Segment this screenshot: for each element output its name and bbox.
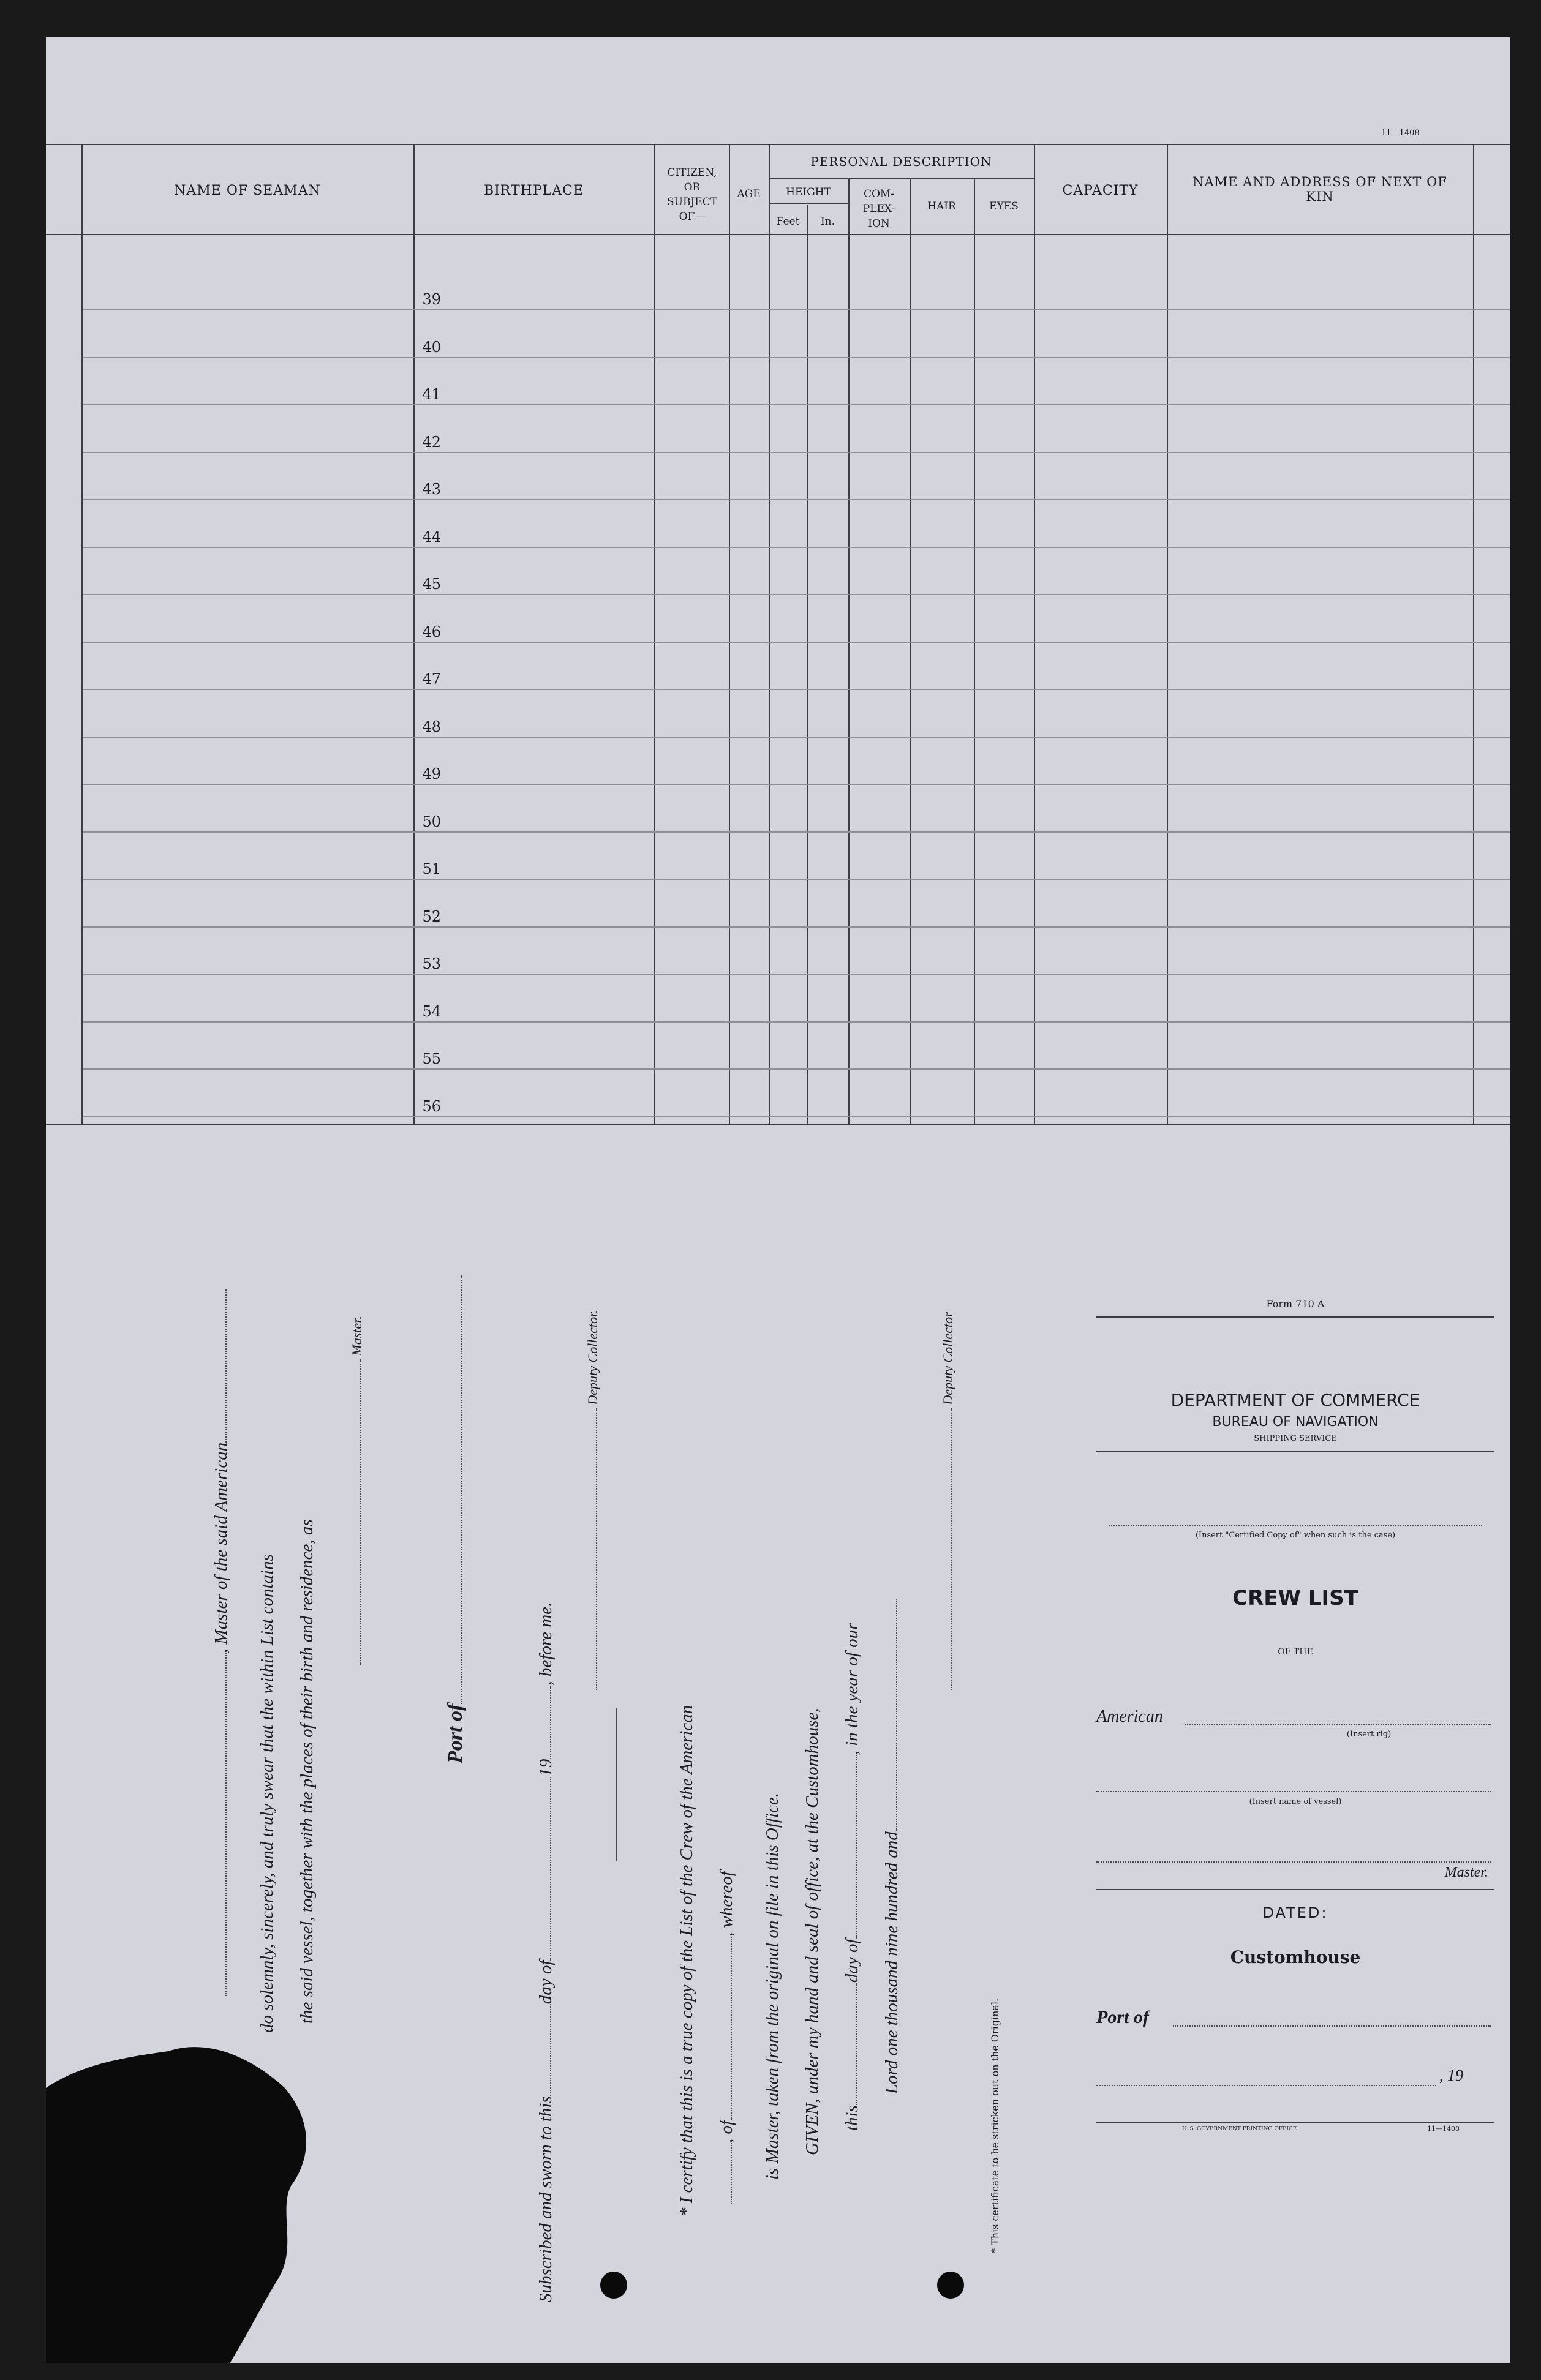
- table-row: [83, 689, 1510, 690]
- row-number: 44: [422, 528, 441, 546]
- row-number: 40: [422, 338, 441, 356]
- row-number: 49: [422, 765, 441, 783]
- row-number: 41: [422, 386, 441, 403]
- table-row: [83, 737, 1510, 738]
- cover-insert-certified: (Insert "Certified Copy of" when such is the case): [1195, 1531, 1396, 1540]
- table-row: [83, 357, 1510, 358]
- header-hair: HAIR: [927, 200, 956, 212]
- cover-insert-vessel: (Insert name of vessel): [1249, 1797, 1342, 1806]
- row-number: 46: [422, 623, 441, 640]
- cover-form: Form 710 A: [1266, 1298, 1325, 1310]
- oath-master: Master.: [349, 1316, 365, 1665]
- table-row: [83, 594, 1510, 595]
- table-row: [83, 974, 1510, 975]
- row-number: 53: [422, 955, 441, 972]
- certificate-of-whereof: , of, whereof: [717, 1871, 737, 2204]
- table-row: [83, 879, 1510, 880]
- oath-line-2: do solemnly, sincerely, and truly swear that the within List contains: [257, 1554, 277, 2033]
- certificate-this-day: thisday of, in the year of our: [842, 1623, 862, 2131]
- row-number: 39: [422, 291, 441, 308]
- row-number: 48: [422, 718, 441, 735]
- cover-title: CREW LIST: [1232, 1586, 1358, 1610]
- oath-line-3: the said vessel, together with the places of their birth and residence, as: [297, 1519, 317, 2024]
- oath-line-1: , Master of the said American: [211, 1289, 232, 1996]
- row-number: 50: [422, 813, 441, 830]
- binding-hole-right: [937, 2272, 964, 2299]
- header-personal-description: PERSONAL DESCRIPTION: [810, 154, 992, 169]
- row-number: 42: [422, 433, 441, 451]
- binding-hole-left: [600, 2272, 627, 2299]
- table-row: [83, 784, 1510, 785]
- table-row: [83, 926, 1510, 928]
- cover-form-code: 11—1408: [1427, 2125, 1460, 2133]
- header-complexion: COM- PLEX- ION: [862, 188, 895, 230]
- row-number: 56: [422, 1097, 441, 1115]
- row-number: 54: [422, 1002, 441, 1020]
- header-name-of-seaman: NAME OF SEAMAN: [174, 183, 321, 198]
- torn-corner: [46, 1904, 364, 2363]
- header-age: AGE: [737, 188, 761, 200]
- certificate-line-2: is Master, taken from the original on file in this Office.: [763, 1792, 782, 2180]
- table-row: [83, 404, 1510, 405]
- certificate-line-3: GIVEN, under my hand and seal of office, at the Customhouse,: [802, 1708, 822, 2155]
- header-birthplace: BIRTHPLACE: [483, 183, 584, 198]
- header-eyes: EYES: [989, 200, 1019, 212]
- certificate-line-1: * I certify that this is a true copy of the List of the Crew of the American: [677, 1705, 696, 2217]
- oath-port-of: Port of: [444, 1275, 467, 1763]
- cover-customhouse: Customhouse: [1230, 1947, 1361, 1967]
- header-inches: In.: [820, 216, 835, 228]
- header-citizen: CITIZEN, OR SUBJECT OF—: [666, 167, 718, 223]
- row-number: 51: [422, 860, 441, 877]
- cover-department: DEPARTMENT OF COMMERCE: [1170, 1390, 1420, 1410]
- table-row: [83, 1116, 1510, 1117]
- table-row: [83, 1068, 1510, 1070]
- oath-deputy-collector: Deputy Collector.: [585, 1310, 601, 1690]
- table-row: [83, 831, 1510, 833]
- table-row: [83, 499, 1510, 500]
- header-next-of-kin: NAME AND ADDRESS OF NEXT OF KIN: [1192, 175, 1447, 204]
- cover-bureau: BUREAU OF NAVIGATION: [1212, 1414, 1379, 1430]
- table-row: [83, 1021, 1510, 1023]
- row-number: 55: [422, 1050, 441, 1067]
- cover-panel: [1096, 1298, 1494, 2155]
- certificate-footnote: * This certificate to be stricken out on the Original.: [989, 1998, 1001, 2253]
- cover-master: Master.: [1444, 1864, 1488, 1880]
- crew-list-sheet: [46, 37, 1510, 2363]
- form-number-top: 11—1408: [1381, 129, 1420, 138]
- cover-port-of: Port of: [1096, 2007, 1149, 2027]
- row-number: 47: [422, 670, 441, 688]
- table-row: [83, 547, 1510, 548]
- table-row: [83, 642, 1510, 643]
- cover-printing: U. S. GOVERNMENT PRINTING OFFICE: [1182, 2126, 1297, 2132]
- header-feet: Feet: [776, 216, 800, 228]
- oath-subscribed: Subscribed and sworn to thisday of19, before me.: [536, 1602, 556, 2302]
- header-capacity: CAPACITY: [1062, 183, 1139, 198]
- table-row: [83, 309, 1510, 310]
- row-number: 45: [422, 576, 441, 593]
- table-row: [83, 452, 1510, 453]
- certificate-lord: Lord one thousand nine hundred and: [882, 1599, 902, 2094]
- cover-service: SHIPPING SERVICE: [1254, 1434, 1337, 1443]
- row-number: 43: [422, 481, 441, 498]
- cover-dated: DATED:: [1262, 1904, 1328, 1921]
- row-number: 52: [422, 907, 441, 925]
- cover-insert-rig: (Insert rig): [1346, 1730, 1392, 1739]
- header-height: HEIGHT: [786, 186, 831, 198]
- cover-of-the: OF THE: [1278, 1647, 1313, 1657]
- certificate-deputy-collector: Deputy Collector: [940, 1312, 956, 1690]
- cover-nineteen: , 19: [1439, 2067, 1463, 2084]
- cover-american: American: [1096, 1707, 1163, 1726]
